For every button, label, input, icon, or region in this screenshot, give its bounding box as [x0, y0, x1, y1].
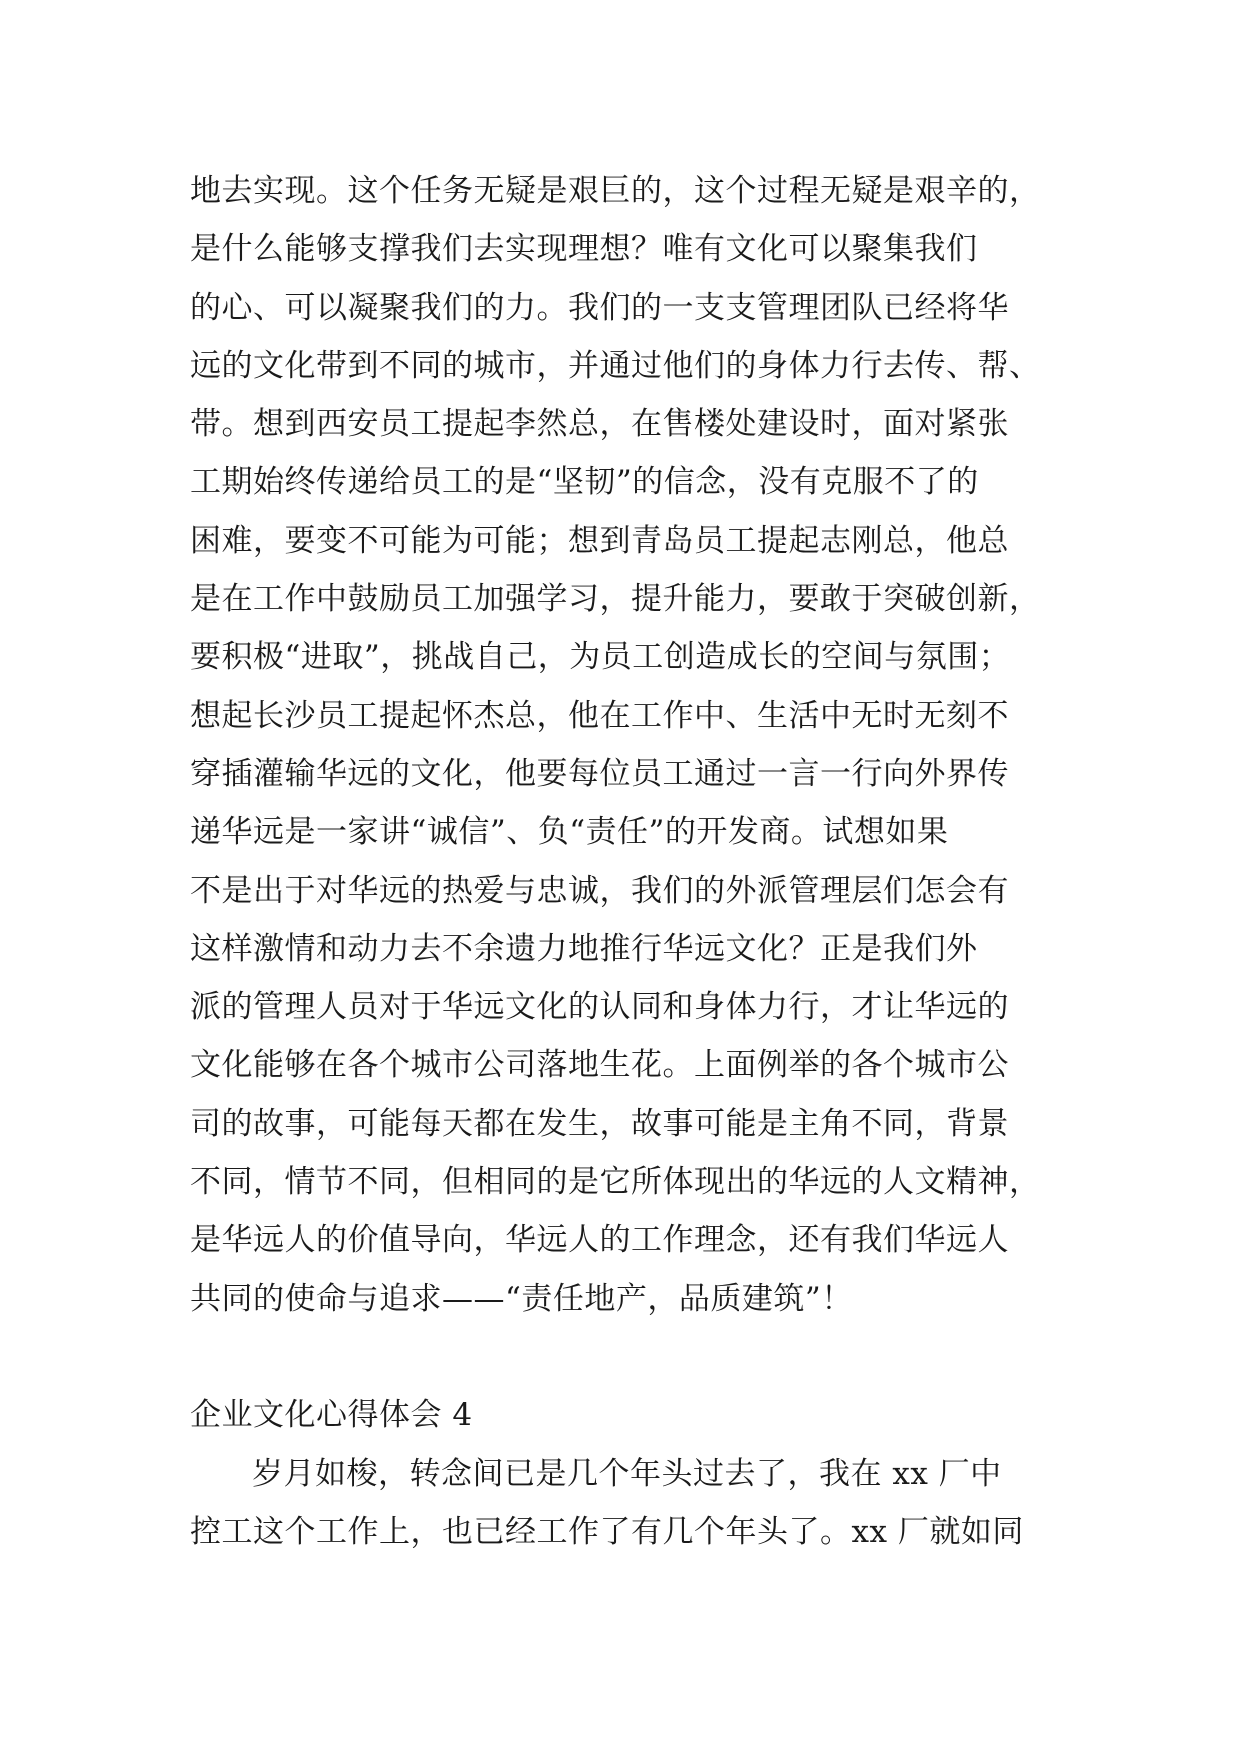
text-line: 是在工作中鼓励员工加强学习，提升能力，要敢于突破创新， [190, 581, 1041, 618]
blank-line [190, 1328, 1050, 1386]
text-line: 这样激情和动力去不余遗力地推行华远文化？正是我们外 [190, 930, 978, 967]
text-line: 地去实现。这个任务无疑是艰巨的，这个过程无疑是艰辛的， [190, 173, 1041, 209]
text-line: 司的故事，可能每天都在发生，故事可能是主角不同，背景 [190, 1105, 1009, 1142]
text-line: 是什么能够支撑我们去实现理想？唯有文化可以聚集我们 [190, 231, 978, 268]
text-line: 困难，要变不可能为可能；想到青岛员工提起志刚总，他总 [190, 522, 1009, 559]
text-line: 递华远是一家讲“诚信”、负“责任”的开发商。试想如果 [190, 814, 949, 851]
text-line: 带。想到西安员工提起李然总，在售楼处建设时，面对紧张 [190, 406, 1009, 443]
paragraph-2 [190, 1445, 1050, 1562]
paragraph-1 [190, 162, 1050, 1328]
text-line: 控工这个工作上，也已经工作了有几个年头了。xx 厂就如同 [190, 1513, 1024, 1550]
text-line: 穿插灌输华远的文化，他要每位员工通过一言一行向外界传 [190, 755, 1009, 792]
section-heading: 企业文化心得体会 4 [190, 1397, 473, 1434]
text-line: 岁月如梭，转念间已是几个年头过去了，我在 xx 厂中 [252, 1455, 1002, 1492]
text-line: 共同的使命与追求——“责任地产，品质建筑”！ [190, 1280, 853, 1317]
text-line: 远的文化带到不同的城市，并通过他们的身体力行去传、帮、 [190, 347, 1041, 384]
text-line: 想起长沙员工提起怀杰总，他在工作中、生活中无时无刻不 [190, 697, 1009, 734]
text-line: 是华远人的价值导向，华远人的工作理念，还有我们华远人 [190, 1222, 1009, 1259]
text-line: 工期始终传递给员工的是“坚韧”的信念，没有克服不了的 [190, 464, 979, 501]
text-line: 文化能够在各个城市公司落地生花。上面例举的各个城市公 [190, 1047, 1009, 1084]
text-line: 不是出于对华远的热爱与忠诚，我们的外派管理层们怎会有 [190, 872, 1009, 909]
document-body [190, 162, 1050, 1561]
text-line: 不同，情节不同，但相同的是它所体现出的华远的人文精神， [190, 1164, 1041, 1201]
text-line: 派的管理人员对于华远文化的认同和身体力行，才让华远的 [190, 989, 1009, 1026]
text-line: 要积极“进取”，挑战自己，为员工创造成长的空间与氛围； [190, 639, 1011, 676]
text-line: 的心、可以凝聚我们的力。我们的一支支管理团队已经将华 [190, 289, 1009, 326]
